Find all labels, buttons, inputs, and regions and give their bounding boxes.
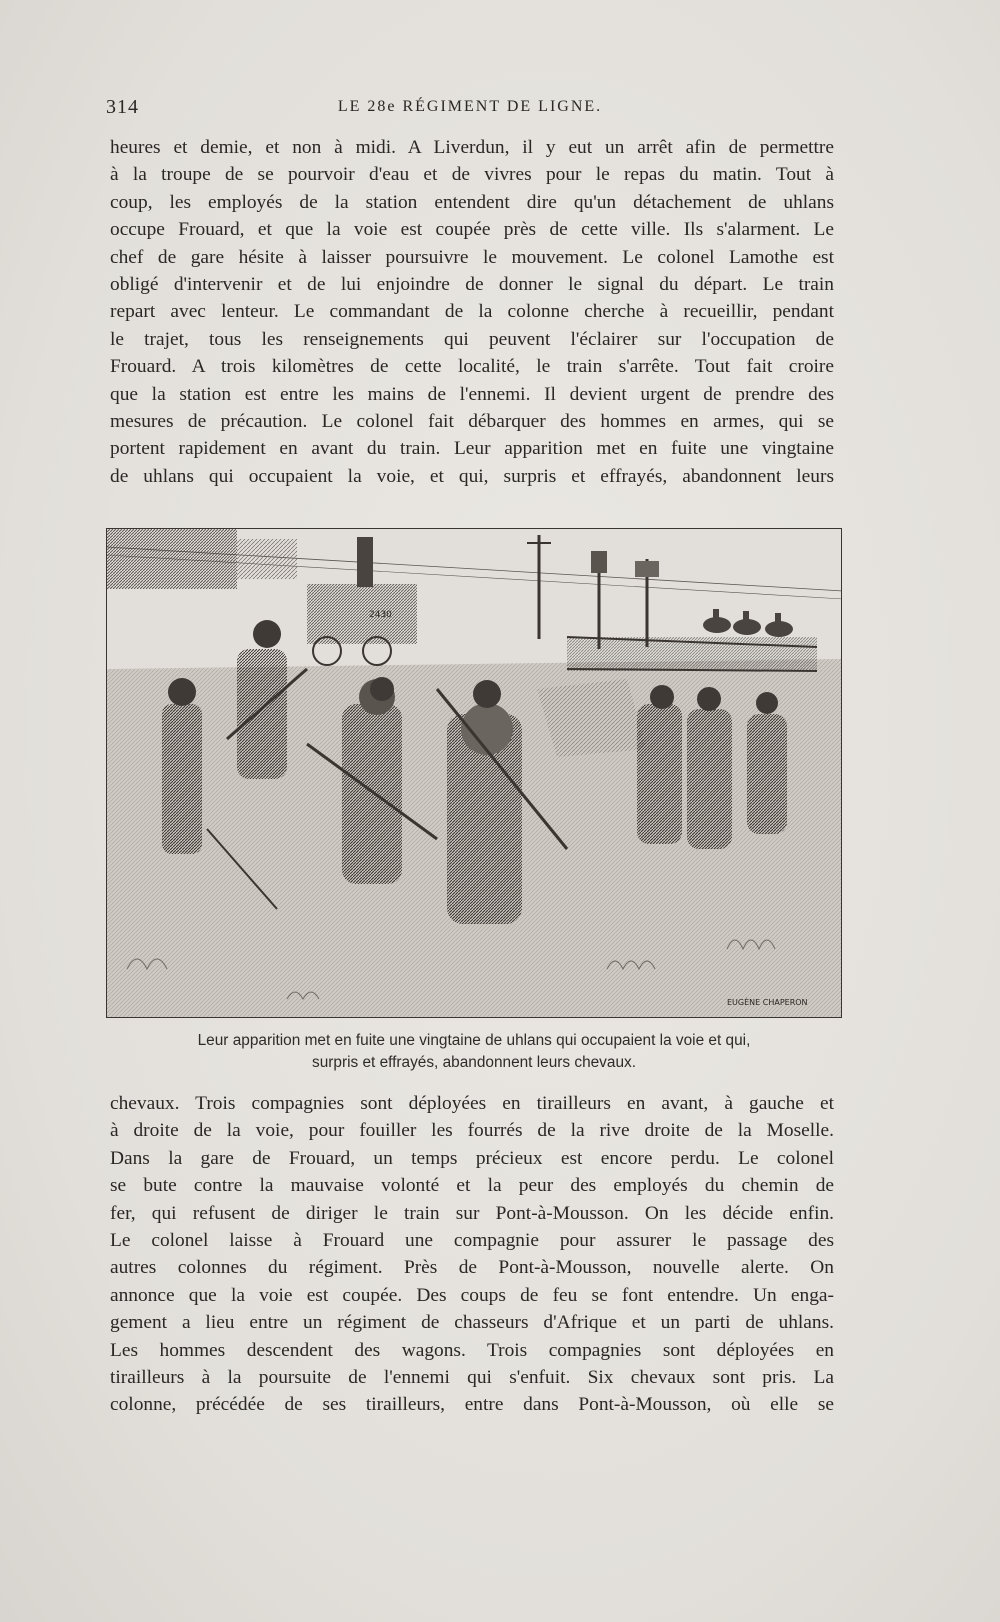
text-line: Le colonel laisse à Frouard une compagnie pour assurer le passage des <box>110 1230 834 1252</box>
text-line: heures et demie, et non à midi. A Liverdun, il y eut un arrêt afin de permettre <box>110 137 834 158</box>
engraving-illustration <box>106 528 842 1018</box>
page-header <box>106 96 834 126</box>
text-line: portent rapidement en avant du train. Leur apparition met en fuite une vingtaine <box>110 438 834 460</box>
text-line: repart avec lenteur. Le commandant de la colonne cherche à recueillir, pendant <box>110 301 834 323</box>
text-line: le trajet, tous les renseignements qui peuvent l'éclairer sur l'occupation de <box>110 328 834 350</box>
text-line: chef de gare hésite à laisser poursuivre le mouvement. Le colonel Lamothe est <box>110 246 834 268</box>
text-line: Dans la gare de Frouard, un temps précieux est encore perdu. Le colonel <box>110 1147 834 1169</box>
wagon-number: 2430 <box>369 610 392 620</box>
text-line: Frouard. A trois kilomètres de cette localité, le train s'arrête. Tout fait croire <box>110 356 834 378</box>
text-line: fer, qui refusent de diriger le train sur Pont-à-Mousson. On les décide enfin. <box>110 1202 834 1224</box>
text-line: à la troupe de se pourvoir d'eau et de vivres pour le repas du matin. Tout à <box>110 164 834 186</box>
text-line: colonne, précédée de ses tirailleurs, entre dans Pont-à-Mousson, où elle se <box>110 1394 834 1416</box>
text-line: autres colonnes du régiment. Près de Pont-à-Mousson, nouvelle alerte. On <box>110 1257 834 1279</box>
caption-line-1: Leur apparition met en fuite une vingtaine de uhlans qui occupaient la voie et qui, <box>197 1032 751 1049</box>
text-line: obligé d'intervenir et de lui enjoindre de donner le signal du départ. Le train <box>110 274 834 296</box>
artist-signature: EUGÈNE CHAPERON <box>727 998 808 1007</box>
running-title: LE 28e RÉGIMENT DE LIGNE. <box>337 98 603 115</box>
text-line: gement a lieu entre un régiment de chasseurs d'Afrique et un parti de uhlans. <box>110 1312 834 1334</box>
caption-line-2: surpris et effrayés, abandonnent leurs chevaux. <box>312 1054 636 1071</box>
text-line: de uhlans qui occupaient la voie, et qui, surpris et effrayés, abandonnent leurs <box>110 465 834 487</box>
text-line: coup, les employés de la station entendent dire qu'un détachement de uhlans <box>110 191 834 213</box>
page-number: 314 <box>106 96 139 118</box>
text-line: chevaux. Trois compagnies sont déployées en tirailleurs en avant, à gauche et <box>110 1093 834 1114</box>
text-line: occupe Frouard, et que la voie est coupée près de cette ville. Ils s'alarment. Le <box>110 219 834 241</box>
bottom-paragraph <box>110 1090 834 1419</box>
text-line: que la station est entre les mains de l'ennemi. Il devient urgent de prendre des <box>110 383 834 405</box>
text-line: mesures de précaution. Le colonel fait débarquer des hommes en armes, qui se <box>110 411 834 433</box>
engraving-drawing <box>107 529 842 1018</box>
text-line: annonce que la voie est coupée. Des coups de feu se font entendre. Un enga- <box>110 1284 834 1306</box>
illustration-caption <box>110 1030 838 1074</box>
text-line: se bute contre la mauvaise volonté et la peur des employés du chemin de <box>110 1175 834 1197</box>
text-line: tirailleurs à la poursuite de l'ennemi qui s'enfuit. Six chevaux sont pris. La <box>110 1367 834 1389</box>
top-paragraph <box>110 134 834 490</box>
text-line: Les hommes descendent des wagons. Trois compagnies sont déployées en <box>110 1339 834 1361</box>
text-line: à droite de la voie, pour fouiller les fourrés de la rive droite de la Moselle. <box>110 1120 834 1142</box>
